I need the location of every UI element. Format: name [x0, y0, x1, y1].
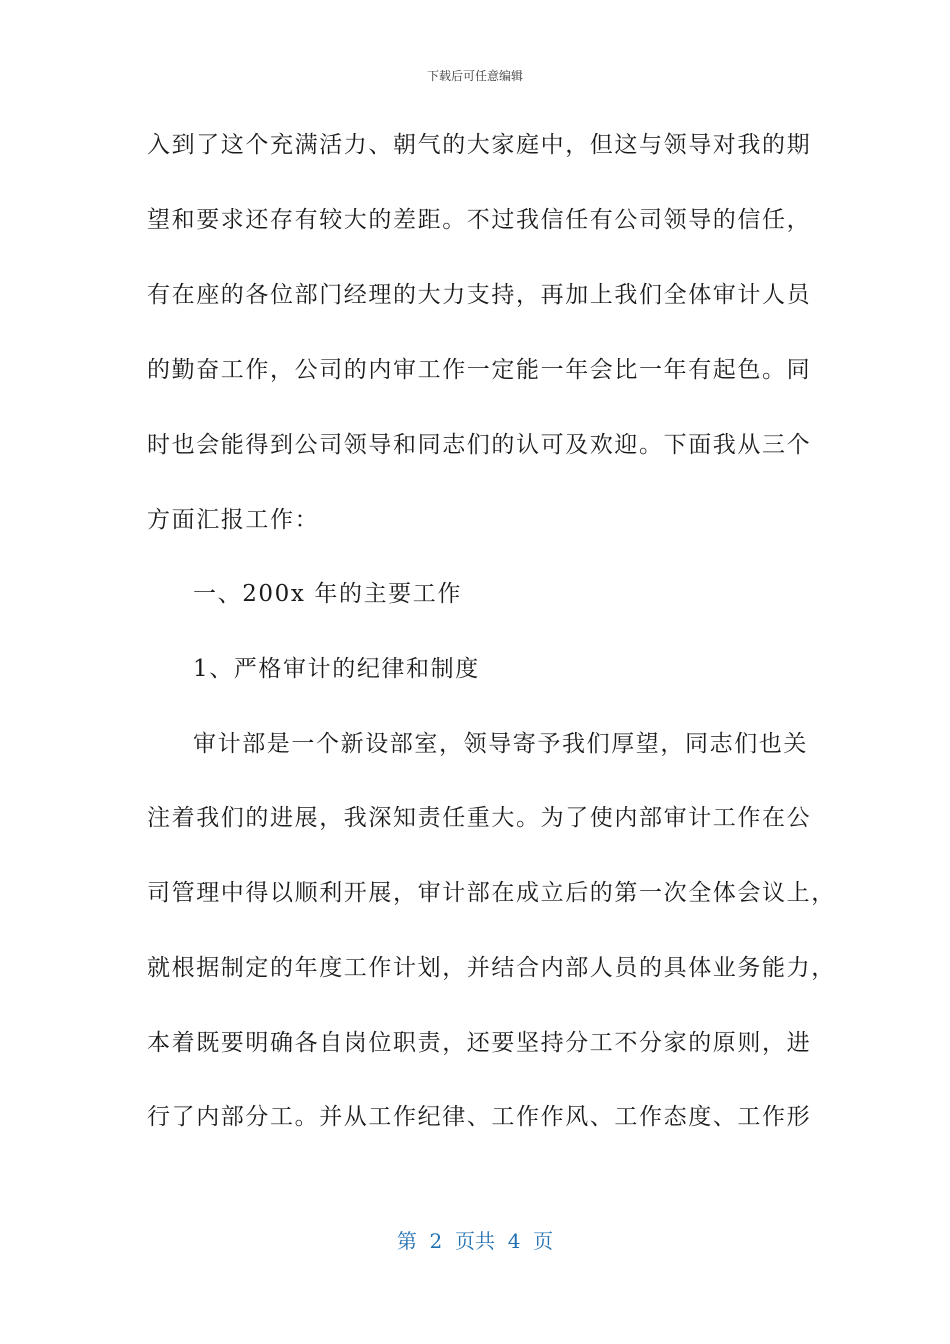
body-line: 入到了这个充满活力、朝气的大家庭中，但这与领导对我的期 — [147, 132, 812, 158]
body-line: 望和要求还存有较大的差距。不过我信任有公司领导的信任， — [147, 207, 812, 233]
body-line: 有在座的各位部门经理的大力支持，再加上我们全体审计人员 — [147, 282, 812, 308]
body-line: 时也会能得到公司领导和同志们的认可及欢迎。下面我从三个 — [147, 432, 812, 458]
body-line: 的勤奋工作，公司的内审工作一定能一年会比一年有起色。同 — [147, 357, 812, 383]
page-number-label: 第 2 页共 4 页 — [396, 1229, 554, 1253]
section-heading: 一、200x 年的主要工作 — [193, 581, 462, 607]
body-line: 就根据制定的年度工作计划，并结合内部人员的具体业务能力， — [147, 955, 836, 981]
body-line: 方面汇报工作： — [147, 507, 320, 533]
body-line: 审计部是一个新设部室，领导寄予我们厚望，同志们也关 — [193, 731, 808, 757]
body-line: 行了内部分工。并从工作纪律、工作作风、工作态度、工作形 — [147, 1104, 812, 1130]
header-note: 下载后可任意编辑 — [426, 69, 523, 83]
subsection-heading: 1、严格审计的纪律和制度 — [193, 656, 480, 682]
body-line: 注着我们的进展，我深知责任重大。为了使内部审计工作在公 — [147, 805, 812, 831]
body-line: 本着既要明确各自岗位职责，还要坚持分工不分家的原则，进 — [147, 1030, 812, 1056]
body-line: 司管理中得以顺利开展，审计部在成立后的第一次全体会议上， — [147, 880, 836, 906]
page-footer — [0, 1225, 950, 1254]
